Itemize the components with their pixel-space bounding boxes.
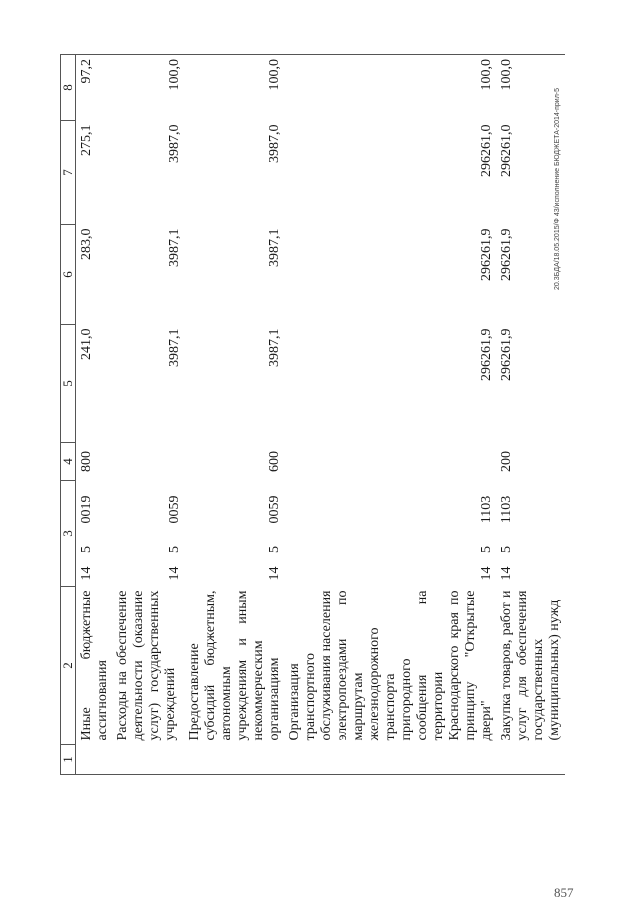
row-value-7: 275,1 xyxy=(79,124,94,156)
row-value-6: 3987,1 xyxy=(267,228,282,267)
row-vr: 800 xyxy=(79,450,94,472)
row-rz: 14 xyxy=(79,566,94,581)
row-csr: 1103 xyxy=(499,495,514,524)
row-pr: 5 xyxy=(267,546,282,553)
footnote-text: 20.3БДА/18.05.2015/Ф 43/исполнение БЮДЖЕТА-2014-прил-5 xyxy=(554,87,561,290)
row-pr: 5 xyxy=(499,546,514,553)
row-value-5: 296261,9 xyxy=(479,328,494,381)
row-vr: 600 xyxy=(267,450,282,472)
row-value-8: 97,2 xyxy=(76,54,114,120)
footnote xyxy=(554,60,568,290)
row-name: Расходы на обеспечение деятельности (оказание услуг) государственных учреждений xyxy=(115,590,178,741)
row-value-8: 100,0 xyxy=(285,54,497,120)
row-rz: 14 xyxy=(479,566,494,581)
row-name: Предоставление субсидий бюджетным, автономным учреждениям и иным некоммерческим организациям xyxy=(187,590,282,741)
row-value-6: 296261,9 xyxy=(479,228,494,281)
row-csr: 1103 xyxy=(479,495,494,524)
column-number-row xyxy=(61,54,76,774)
row-value-6: 3987,1 xyxy=(167,228,182,267)
row-value-5: 241,0 xyxy=(79,328,94,360)
col-header-3: 3 xyxy=(61,480,76,586)
row-value-5: 3987,1 xyxy=(267,328,282,367)
row-pr: 5 xyxy=(79,546,94,553)
row-value-7: 296261,0 xyxy=(499,124,514,177)
col-header-5: 5 xyxy=(61,324,76,442)
col-header-7: 7 xyxy=(61,120,76,224)
row-pr: 5 xyxy=(479,546,494,553)
row-value-5: 296261,9 xyxy=(499,328,514,381)
row-value-8: 100,0 xyxy=(113,54,185,120)
row-value-7: 3987,0 xyxy=(167,124,182,163)
row-value-5: 3987,1 xyxy=(167,328,182,367)
row-value-6: 296261,9 xyxy=(499,228,514,281)
table-row xyxy=(285,54,497,774)
row-vr xyxy=(113,442,185,480)
row-rz: 14 xyxy=(499,566,514,581)
col-header-1: 1 xyxy=(61,745,76,775)
row-value-7: 3987,0 xyxy=(267,124,282,163)
table-row xyxy=(113,54,185,774)
row-name: Закупка товаров, работ и услуг для обеспечения государственных (муниципальных) нужд xyxy=(499,590,562,741)
row-name: Иные бюджетные ассигнования xyxy=(79,590,110,741)
row-name: Организация транспортного обслуживания населения электропоездами по маршрутам железнодорожного транспорта пригородного сообщения на территории Краснодарского края по принципу "Открытые двери" xyxy=(287,590,494,741)
col-header-8: 8 xyxy=(61,54,76,120)
table-row xyxy=(76,54,114,774)
row-value-8: 100,0 xyxy=(185,54,285,120)
page-number: 857 xyxy=(554,885,574,900)
row-csr: 0019 xyxy=(79,495,94,524)
col-header-6: 6 xyxy=(61,224,76,324)
row-value-7: 296261,0 xyxy=(479,124,494,177)
row-rz: 14 xyxy=(167,566,182,581)
row-value-8: 100,0 xyxy=(497,54,565,120)
table-row xyxy=(185,54,285,774)
row-rz: 14 xyxy=(267,566,282,581)
row-value-6: 283,0 xyxy=(79,228,94,260)
row-vr xyxy=(285,442,497,480)
col-header-2: 2 xyxy=(61,587,76,745)
row-csr: 0059 xyxy=(267,495,282,524)
budget-table xyxy=(60,54,565,775)
row-pr: 5 xyxy=(167,546,182,553)
row-csr: 0059 xyxy=(167,495,182,524)
row-vr: 200 xyxy=(499,450,514,472)
rotated-table-wrapper xyxy=(60,55,620,775)
col-header-4: 4 xyxy=(61,442,76,480)
